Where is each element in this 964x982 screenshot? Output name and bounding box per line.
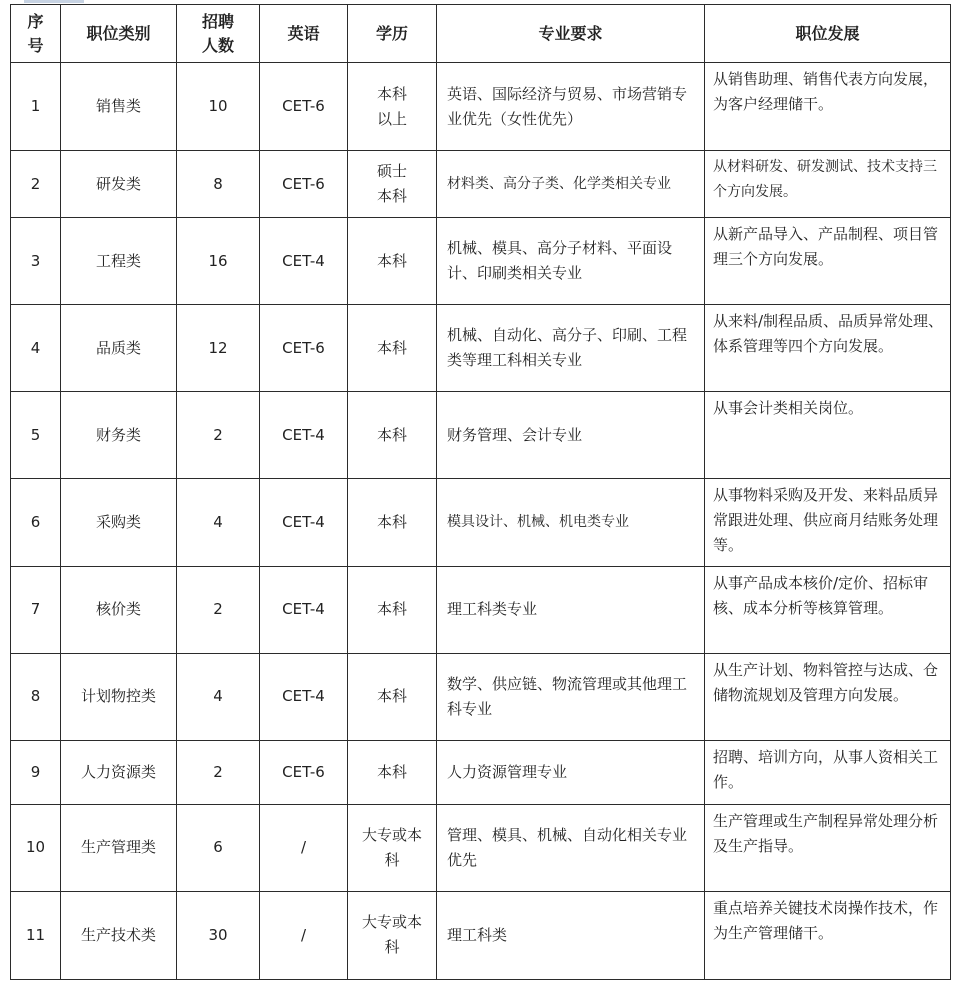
header-seq: 序号 [11, 5, 61, 63]
cell-count: 8 [177, 151, 260, 218]
cell-category: 财务类 [61, 392, 177, 479]
cell-seq: 7 [11, 566, 61, 653]
cell-seq: 2 [11, 151, 61, 218]
header-major: 专业要求 [437, 5, 705, 63]
table-row [11, 740, 951, 804]
header-english: 英语 [260, 5, 348, 63]
cell-english: CET-4 [260, 392, 348, 479]
cell-english: CET-6 [260, 63, 348, 151]
cell-category: 核价类 [61, 566, 177, 653]
cell-major: 财务管理、会计专业 [437, 392, 705, 479]
cell-major: 机械、自动化、高分子、印刷、工程类等理工科相关专业 [437, 305, 705, 392]
table-row [11, 479, 951, 566]
table-row [11, 305, 951, 392]
cell-major: 数学、供应链、物流管理或其他理工科专业 [437, 653, 705, 740]
cell-education: 本科 [348, 305, 437, 392]
cell-development: 从事会计类相关岗位。 [705, 392, 951, 479]
cell-category: 采购类 [61, 479, 177, 566]
table-row [11, 63, 951, 151]
cell-category: 工程类 [61, 218, 177, 305]
cell-major: 管理、模具、机械、自动化相关专业优先 [437, 804, 705, 891]
cell-english: CET-4 [260, 653, 348, 740]
cell-english: CET-4 [260, 479, 348, 566]
cell-category: 人力资源类 [61, 740, 177, 804]
cell-category: 生产管理类 [61, 804, 177, 891]
cell-english: CET-4 [260, 566, 348, 653]
header-education: 学历 [348, 5, 437, 63]
header-count: 招聘人数 [177, 5, 260, 63]
cell-education: 本科 [348, 218, 437, 305]
cell-english: CET-4 [260, 218, 348, 305]
header-row [11, 5, 951, 63]
cell-development: 从销售助理、销售代表方向发展，为客户经理储干。 [705, 63, 951, 151]
cell-development: 从生产计划、物料管控与达成、仓储物流规划及管理方向发展。 [705, 653, 951, 740]
cell-category: 生产技术类 [61, 891, 177, 979]
cell-category: 计划物控类 [61, 653, 177, 740]
table-row [11, 392, 951, 479]
cell-education: 本科 [348, 479, 437, 566]
cell-english: / [260, 891, 348, 979]
cell-category: 销售类 [61, 63, 177, 151]
cell-education: 本科 [348, 392, 437, 479]
top-edge-mark [24, 0, 84, 3]
cell-education: 本科 [348, 566, 437, 653]
cell-seq: 9 [11, 740, 61, 804]
cell-seq: 1 [11, 63, 61, 151]
cell-category: 研发类 [61, 151, 177, 218]
cell-education: 本科 [348, 740, 437, 804]
cell-major: 人力资源管理专业 [437, 740, 705, 804]
cell-english: / [260, 804, 348, 891]
cell-development: 生产管理或生产制程异常处理分析及生产指导。 [705, 804, 951, 891]
cell-major: 模具设计、机械、机电类专业 [437, 479, 705, 566]
cell-category: 品质类 [61, 305, 177, 392]
cell-development: 从材料研发、研发测试、技术支持三个方向发展。 [705, 151, 951, 218]
cell-seq: 10 [11, 804, 61, 891]
cell-seq: 4 [11, 305, 61, 392]
table-row [11, 804, 951, 891]
cell-major: 理工科类 [437, 891, 705, 979]
header-category: 职位类别 [61, 5, 177, 63]
recruitment-table [10, 4, 951, 980]
cell-major: 英语、国际经济与贸易、市场营销专业优先（女性优先） [437, 63, 705, 151]
cell-english: CET-6 [260, 305, 348, 392]
cell-count: 30 [177, 891, 260, 979]
cell-count: 12 [177, 305, 260, 392]
cell-development: 从事物料采购及开发、来料品质异常跟进处理、供应商月结账务处理等。 [705, 479, 951, 566]
header-development: 职位发展 [705, 5, 951, 63]
cell-count: 2 [177, 566, 260, 653]
cell-english: CET-6 [260, 151, 348, 218]
cell-count: 10 [177, 63, 260, 151]
table-row [11, 566, 951, 653]
cell-english: CET-6 [260, 740, 348, 804]
cell-seq: 11 [11, 891, 61, 979]
cell-major: 理工科类专业 [437, 566, 705, 653]
table-row [11, 653, 951, 740]
cell-education: 本科 [348, 653, 437, 740]
cell-education: 大专或本科 [348, 804, 437, 891]
cell-count: 4 [177, 653, 260, 740]
cell-count: 4 [177, 479, 260, 566]
cell-education: 硕士本科 [348, 151, 437, 218]
cell-development: 从来料/制程品质、品质异常处理、体系管理等四个方向发展。 [705, 305, 951, 392]
cell-development: 招聘、培训方向，从事人资相关工作。 [705, 740, 951, 804]
cell-development: 重点培养关键技术岗操作技术，作为生产管理储干。 [705, 891, 951, 979]
cell-education: 本科以上 [348, 63, 437, 151]
cell-major: 机械、模具、高分子材料、平面设计、印刷类相关专业 [437, 218, 705, 305]
cell-count: 6 [177, 804, 260, 891]
cell-education: 大专或本科 [348, 891, 437, 979]
table-row [11, 151, 951, 218]
cell-development: 从新产品导入、产品制程、项目管理三个方向发展。 [705, 218, 951, 305]
cell-count: 2 [177, 740, 260, 804]
table-row [11, 891, 951, 979]
table-row [11, 218, 951, 305]
cell-count: 2 [177, 392, 260, 479]
cell-seq: 3 [11, 218, 61, 305]
cell-major: 材料类、高分子类、化学类相关专业 [437, 151, 705, 218]
cell-count: 16 [177, 218, 260, 305]
cell-seq: 5 [11, 392, 61, 479]
cell-seq: 6 [11, 479, 61, 566]
cell-development: 从事产品成本核价/定价、招标审核、成本分析等核算管理。 [705, 566, 951, 653]
cell-seq: 8 [11, 653, 61, 740]
